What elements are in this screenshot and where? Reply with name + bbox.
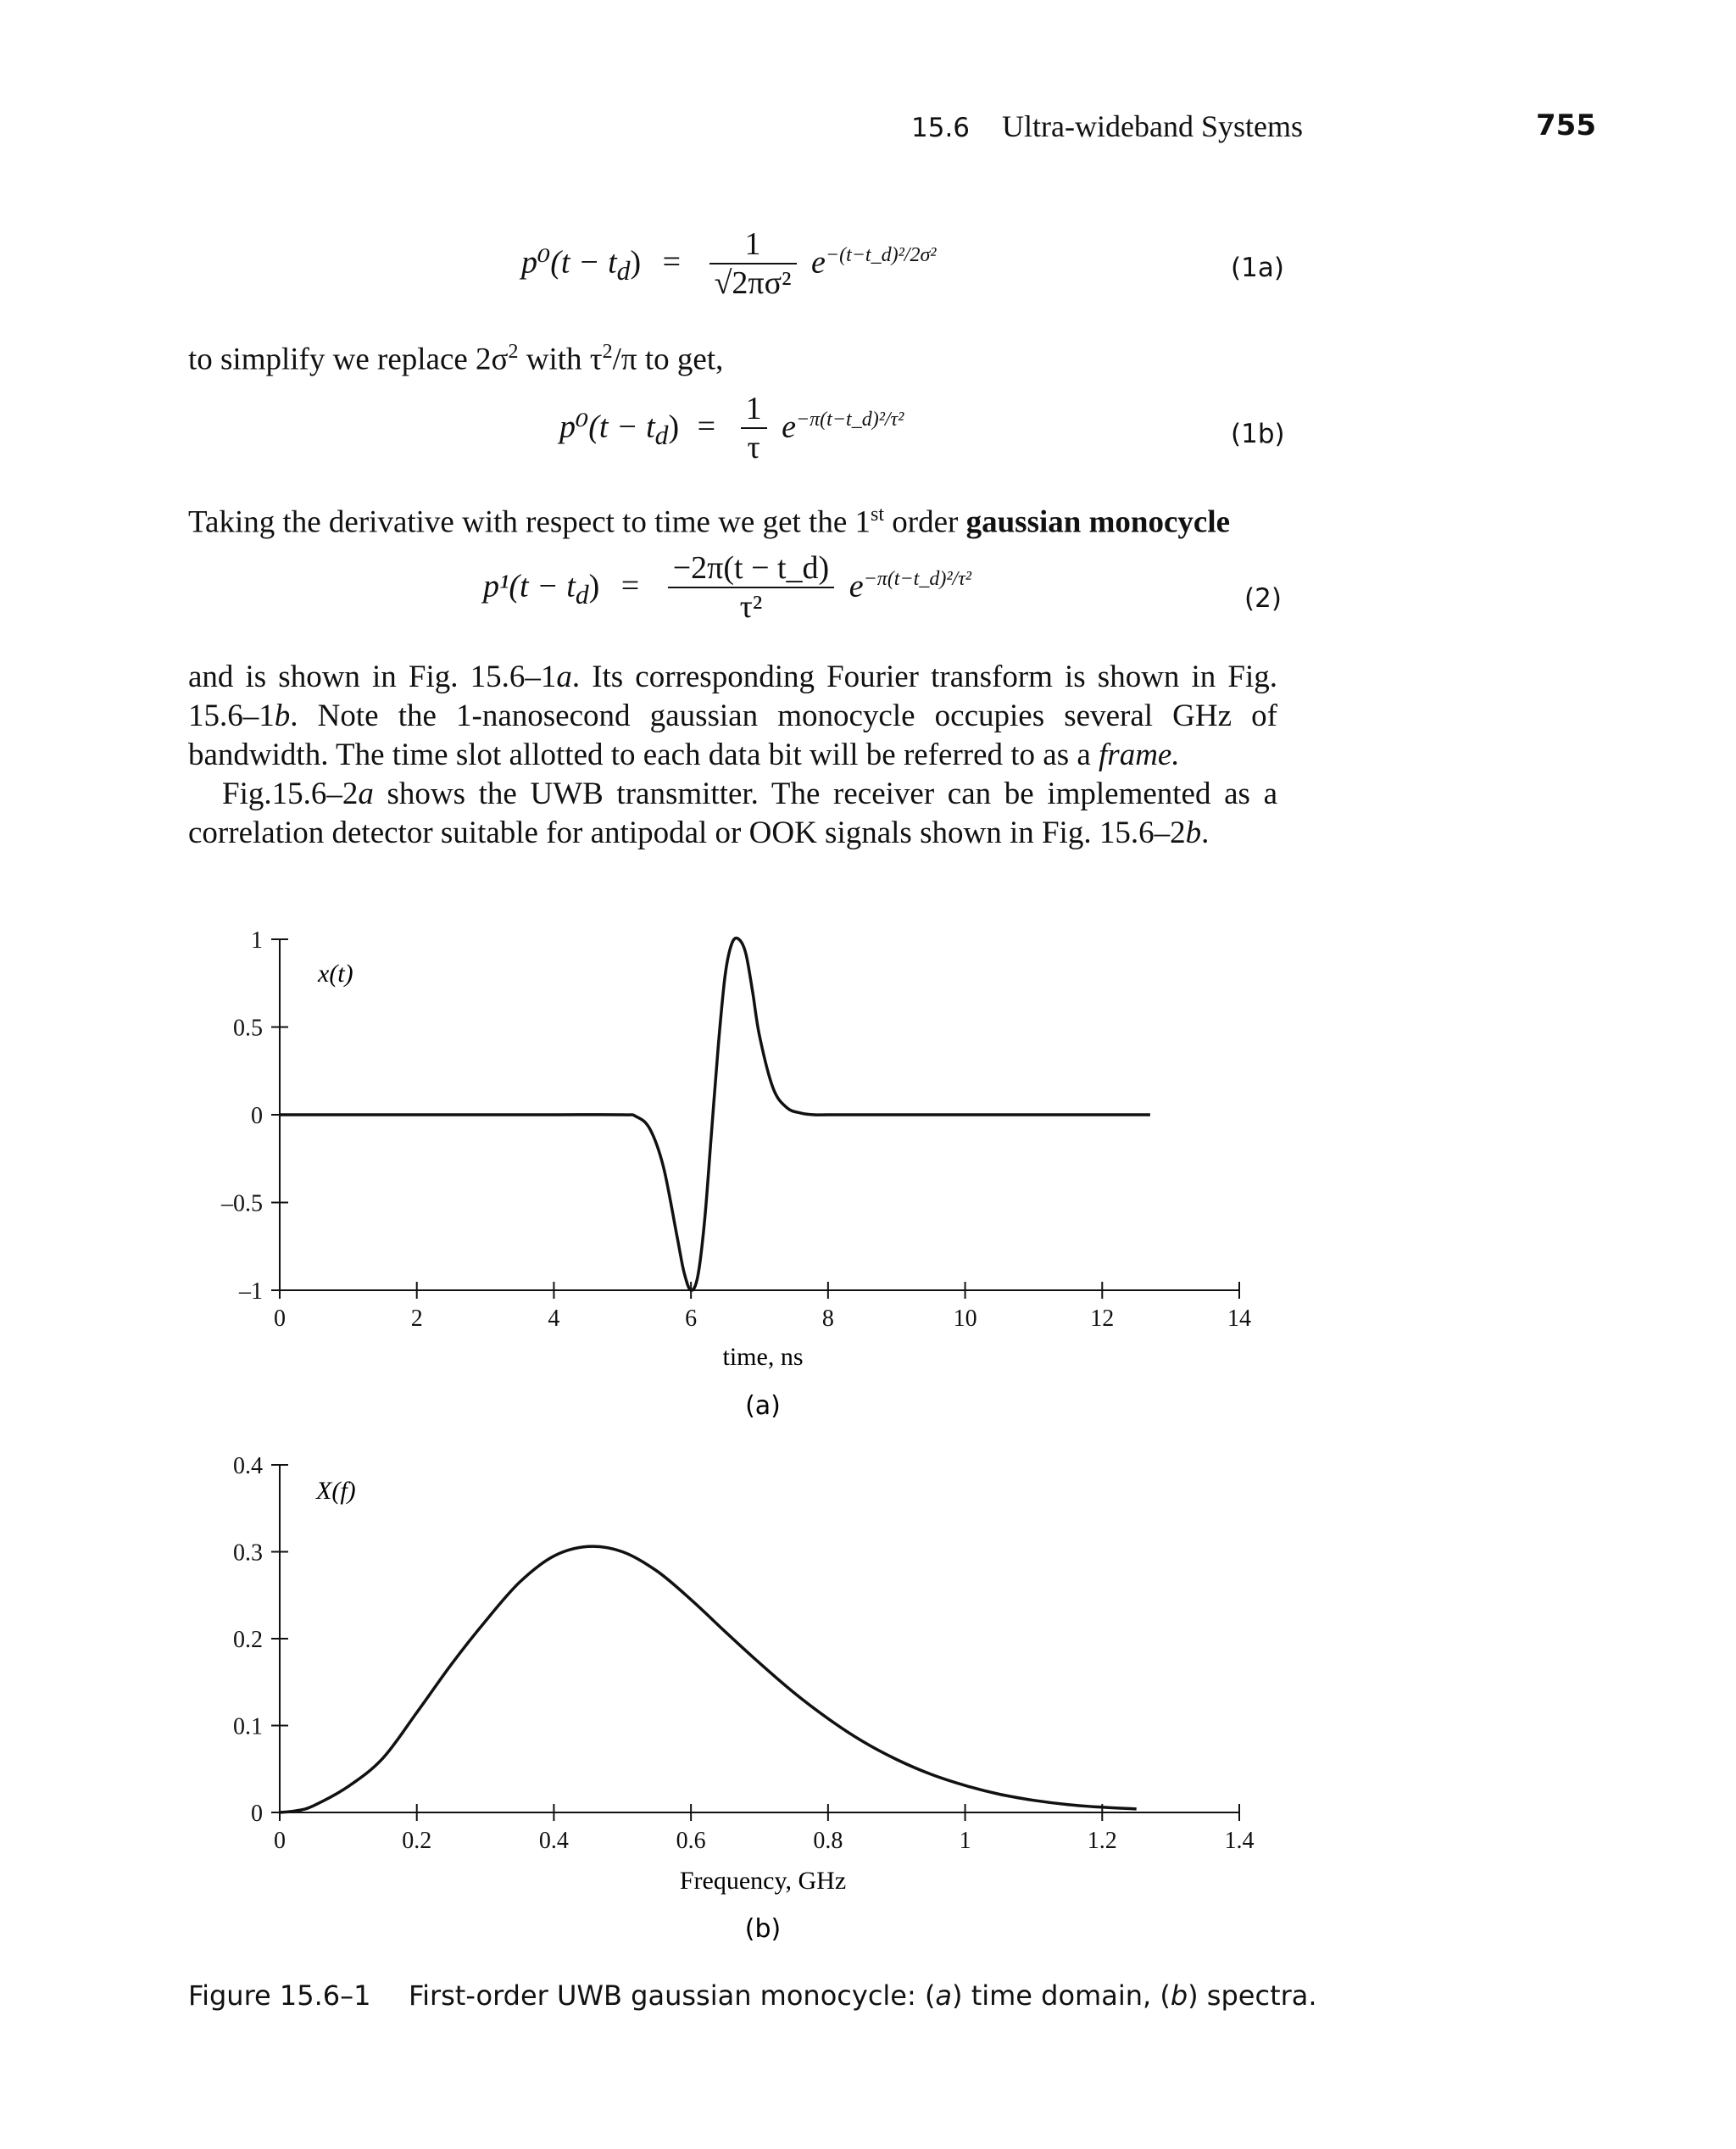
equation-1a-label: (1a) (1231, 253, 1284, 283)
chart-a-ticks (220, 927, 1251, 1332)
caption-b: ) time domain, ( (952, 1979, 1171, 2012)
figure-label: Figure 15.6–1 (188, 1979, 371, 2012)
eq2-lhs: p¹(t − t (483, 568, 576, 604)
chart-b-x-tick-label: 1.2 (1087, 1828, 1117, 1854)
para1-b-it: b (274, 699, 291, 733)
para2-b: shows the UWB transmitter. The receiver can be implemented as a correlation detector suitable for antipodal or OOK signals shown in Fig. 15.6–2 (188, 777, 1277, 850)
para1-a-it: a (556, 660, 572, 694)
equation-1a: $p^0(t - t_d)$ = $\frac{1}{\text{√2πσ²}}$ $e^{-(t-t\_d)^2/2\sigma^2}$ (521, 227, 936, 303)
eq1a-lhs: p⁰(t − t (521, 244, 617, 281)
paragraph-1 (188, 658, 1277, 775)
equation-1b-label: (1b) (1231, 419, 1285, 449)
chart-b-y-tick-label: 0.2 (233, 1627, 263, 1653)
chart-a-y-tick-label: –0.5 (221, 1190, 263, 1217)
chart-a-x-tick-label: 10 (953, 1306, 977, 1332)
eq1b-exponent: −π(t−t_d)²/τ² (795, 408, 904, 431)
section-title: Ultra-wideband Systems (1002, 109, 1303, 143)
eq1a-lhs-sub: d (616, 256, 631, 287)
equation-2-label: (2) (1244, 583, 1282, 614)
derivative-text: Taking the derivative with respect to time we get the 1 (188, 504, 871, 540)
page-number: 755 (1536, 109, 1596, 142)
eq2-numerator: −2π(t − t_d) (668, 551, 834, 588)
section-number: 15.6 (911, 113, 971, 143)
chart-a-y-tick-label: 0 (251, 1103, 263, 1129)
derivative-mid: order (884, 504, 966, 540)
figure-caption (409, 1979, 1317, 2012)
eq1a-exponent: −(t−t_d)²/2σ² (825, 243, 937, 266)
para1-a: and is shown in Fig. 15.6–1 (188, 660, 557, 694)
eq1b-lhs-end: ) (668, 409, 680, 445)
chart-a-panel-label: (a) (745, 1391, 781, 1421)
para2-a: Fig.15.6–2 (222, 777, 359, 811)
derivative-bold: gaussian monocycle (965, 504, 1231, 540)
chart-b-panel-label: (b) (744, 1914, 782, 1944)
chart-b-x-tick-label: 0.8 (813, 1828, 843, 1854)
caption-a-it: a (935, 1979, 953, 2012)
chart-b-y-tick-label: 0 (251, 1801, 263, 1827)
eq1b-lhs-sub: d (654, 420, 669, 451)
chart-a-x-tick-label: 14 (1227, 1306, 1251, 1332)
chart-a-x-tick-label: 2 (410, 1306, 423, 1332)
chart-b-xlabel: Frequency, GHz (679, 1867, 847, 1895)
paragraph-2 (188, 775, 1277, 853)
derivative-line (188, 495, 1230, 542)
chart-a-y-tick-label: 0.5 (233, 1015, 263, 1042)
chart-a-x-tick-label: 8 (821, 1306, 834, 1332)
chart-b-x-tick-label: 1 (959, 1828, 971, 1854)
chart-a (0, 916, 1736, 1424)
simplify-b: with τ (518, 342, 603, 377)
chart-b-x-tick-label: 0.2 (402, 1828, 432, 1854)
chart-b-series-line (280, 1546, 1137, 1812)
running-head (911, 109, 1303, 144)
eq2-lhs-end: ) (588, 568, 600, 604)
chart-a-series-label: x(t) (318, 960, 353, 988)
chart-b-x-tick-label: 0 (274, 1828, 286, 1854)
chart-b-series-label: X(f) (316, 1477, 356, 1505)
chart-b-ticks (233, 1453, 1255, 1854)
chart-a-x-tick-label: 4 (548, 1306, 560, 1332)
eq1a-denominator: √2πσ² (714, 264, 792, 301)
chart-a-y-tick-label: 1 (251, 927, 263, 954)
chart-b-y-tick-label: 0.4 (233, 1453, 263, 1479)
equation-1b: $p^0(t - t_d)$ = $\frac{1}{\tau}$ $e^{-\pi(t-t\_d)^2/\tau^2}$ (559, 392, 904, 467)
simplify-a: to simplify we replace 2σ (188, 342, 509, 377)
eq2-lhs-sub: d (575, 580, 589, 610)
eq1a-fraction (709, 227, 797, 303)
chart-a-xlabel: time, ns (722, 1343, 804, 1371)
chart-b-y-tick-label: 0.1 (233, 1713, 263, 1740)
simplify-c: /π to get, (612, 342, 724, 377)
para1-b: . Its corresponding Fourier transform is shown in Fig. 15.6–1 (188, 660, 1278, 733)
eq1b-numerator: 1 (741, 392, 767, 429)
caption-c: ) spectra. (1188, 1979, 1317, 2012)
para2-end: . (1201, 816, 1210, 850)
chart-b-axes (280, 1465, 1239, 1812)
eq1a-numerator: 1 (709, 227, 797, 264)
eq1b-denominator: τ (747, 429, 760, 465)
caption-b-it: b (1170, 1979, 1188, 2012)
eq2-denominator: τ² (739, 588, 763, 625)
para1-c: . Note the 1-nanosecond gaussian monocycle occupies several GHz of bandwidth. The time slot allotted to each data bit will be referred to as a (188, 699, 1277, 772)
chart-b-x-tick-label: 0.4 (538, 1828, 569, 1854)
chart-b-x-tick-label: 1.4 (1224, 1828, 1255, 1854)
chart-b-x-tick-label: 0.6 (676, 1828, 706, 1854)
chart-a-x-tick-label: 6 (685, 1306, 698, 1332)
para2-a-it: a (358, 777, 374, 811)
simplify-line: to simplify we replace $2\sigma^2$ with $\tau^2/\pi$ to get, (188, 341, 724, 377)
derivative-sup: st (871, 504, 885, 526)
eq2-exponent: −π(t−t_d)²/τ² (863, 567, 971, 590)
eq1b-fraction (741, 392, 767, 467)
eq1a-lhs-end: ) (630, 244, 642, 281)
chart-b-y-tick-label: 0.3 (233, 1539, 263, 1567)
para1-c-it: frame. (1099, 738, 1180, 772)
body-paragraphs (188, 658, 1277, 853)
chart-b (0, 1441, 1736, 1950)
chart-a-y-tick-label: –1 (239, 1278, 263, 1305)
para2-b-it: b (1185, 816, 1202, 850)
caption-a: First-order UWB gaussian monocycle: ( (409, 1979, 936, 2012)
chart-a-x-tick-label: 0 (274, 1306, 286, 1332)
equation-2: $p^1(t - t_d)$ = $\frac{-2\pi(t - t\_d)}{\text{τ²}}$ $e^{-\pi(t-t\_d)^2/\tau^2}$ (483, 551, 971, 626)
chart-a-x-tick-label: 12 (1090, 1306, 1115, 1332)
eq2-fraction (668, 551, 834, 626)
chart-a-series-line (280, 938, 1150, 1291)
eq1b-lhs: p⁰(t − t (559, 409, 655, 445)
